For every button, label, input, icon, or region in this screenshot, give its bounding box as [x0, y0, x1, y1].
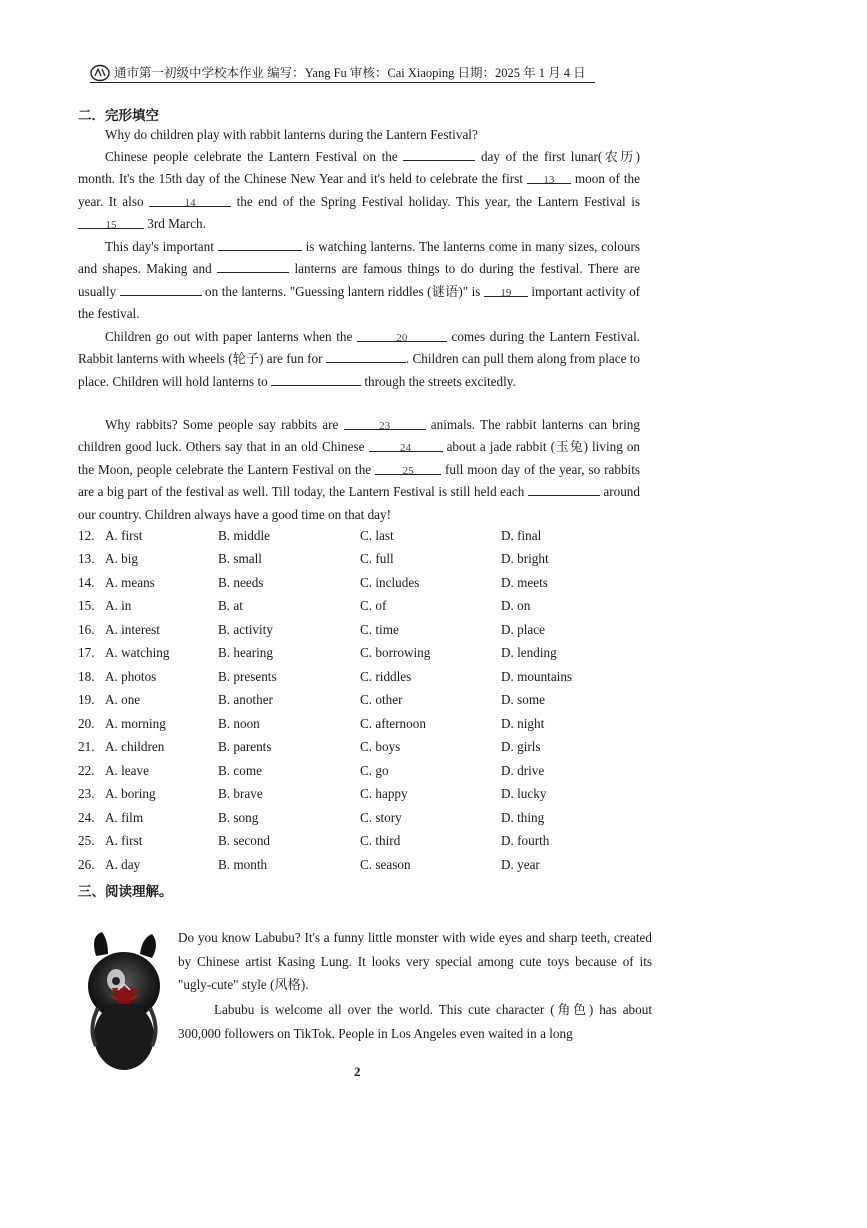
p4-text-1: Why rabbits? Some people say rabbits are — [105, 417, 339, 432]
reading-paragraph-2-text: Labubu is welcome all over the world. This cute character (角色) has about 300,000 followers on TikTok. People in Los Angeles even waited in a long — [178, 1002, 652, 1041]
labubu-image — [78, 928, 170, 1073]
passage-question — [78, 124, 640, 146]
section-title-reading: 三、阅读理解。 — [78, 884, 173, 900]
option-c[interactable]: C. story — [360, 810, 402, 825]
passage-paragraph-2 — [78, 236, 640, 326]
p3-text-3: . Children can pull them along from place to place. Children will hold lanterns to — [78, 351, 641, 389]
option-a[interactable]: A. watching — [105, 645, 170, 660]
blank-12 — [403, 146, 475, 161]
option-row — [78, 833, 638, 855]
p2-text-2: is watching lanterns. The lanterns come in many sizes, colours and shapes. Making and — [78, 239, 641, 277]
option-number: 17. — [78, 645, 95, 660]
option-d[interactable]: D. fourth — [501, 833, 550, 848]
option-a[interactable]: A. first — [105, 528, 143, 543]
option-number: 15. — [78, 598, 95, 613]
passage-paragraph-3 — [78, 326, 640, 393]
option-b[interactable]: B. at — [218, 598, 243, 613]
blank-26 — [528, 481, 600, 496]
p3-text-4: through the streets excitedly. — [364, 373, 516, 389]
p4-text-2: animals. The rabbit lanterns can bring children good luck. Others say that in an old Chinese — [78, 417, 640, 455]
option-b[interactable]: B. noon — [218, 716, 260, 731]
option-row — [78, 575, 638, 597]
option-number: 22. — [78, 763, 95, 778]
option-row — [78, 857, 638, 879]
blank-23: 23 — [344, 415, 426, 430]
option-b[interactable]: B. month — [218, 857, 268, 872]
option-a[interactable]: A. interest — [105, 622, 160, 637]
option-c[interactable]: C. riddles — [360, 669, 412, 684]
option-a[interactable]: A. in — [105, 598, 132, 613]
p1-text-5: 3rd March. — [147, 216, 206, 232]
p4-text-5: around our country. Children always have a good time on that day! — [78, 484, 640, 522]
option-c[interactable]: C. boys — [360, 739, 401, 754]
option-d[interactable]: D. thing — [501, 810, 545, 825]
option-a[interactable]: A. morning — [105, 716, 166, 731]
option-d[interactable]: D. night — [501, 716, 545, 731]
blank-24: 24 — [369, 437, 443, 452]
option-row — [78, 645, 638, 667]
option-d[interactable]: D. lending — [501, 645, 557, 660]
option-d[interactable]: D. girls — [501, 739, 541, 754]
option-number: 23. — [78, 786, 95, 801]
option-d[interactable]: D. place — [501, 622, 545, 637]
option-row — [78, 763, 638, 785]
p3-text-2: comes during the Lantern Festival. Rabbit lanterns with wheels (轮子) are fun for — [78, 329, 641, 367]
page-number: 2 — [354, 1064, 361, 1079]
reading-paragraph-1: Do you know Labubu? It's a funny little monster with wide eyes and sharp teeth, created by Chinese artist Kasing Lung. It looks very special among cute toys because of its "ugly-cute" style (风格). — [178, 930, 652, 992]
option-c[interactable]: C. includes — [360, 575, 420, 590]
option-a[interactable]: A. film — [105, 810, 144, 825]
option-b[interactable]: B. second — [218, 833, 271, 848]
option-row — [78, 786, 638, 808]
option-number: 21. — [78, 739, 95, 754]
option-row — [78, 810, 638, 832]
header-text: 通市第一初级中学校本作业 编写：Yang Fu 审核：Cai Xiaoping 日期：2025 年 1 月 4 日 — [114, 66, 586, 80]
blank-22 — [271, 371, 361, 386]
option-d[interactable]: D. lucky — [501, 786, 547, 801]
option-a[interactable]: A. means — [105, 575, 155, 590]
p2-text-4: on the lanterns. "Guessing lantern riddles (谜语)" is — [205, 283, 481, 299]
option-d[interactable]: D. meets — [501, 575, 548, 590]
blank-19: 19 — [484, 282, 528, 297]
option-c[interactable]: C. happy — [360, 786, 408, 801]
option-row — [78, 622, 638, 644]
option-b[interactable]: B. another — [218, 692, 273, 707]
option-row — [78, 692, 638, 714]
option-row — [78, 716, 638, 738]
option-c[interactable]: C. full — [360, 551, 394, 566]
option-c[interactable]: C. last — [360, 528, 394, 543]
option-d[interactable]: D. year — [501, 857, 540, 872]
option-b[interactable]: B. small — [218, 551, 262, 566]
p3-text-1: Children go out with paper lanterns when the — [105, 329, 353, 344]
school-logo-icon — [90, 64, 110, 82]
option-b[interactable]: B. needs — [218, 575, 264, 590]
option-a[interactable]: A. big — [105, 551, 138, 566]
option-c[interactable]: C. season — [360, 857, 411, 872]
option-d[interactable]: D. final — [501, 528, 542, 543]
option-number: 12. — [78, 528, 95, 543]
blank-20: 20 — [357, 327, 447, 342]
option-row — [78, 669, 638, 691]
option-b[interactable]: B. parents — [218, 739, 272, 754]
option-c[interactable]: C. third — [360, 833, 401, 848]
option-c[interactable]: C. of — [360, 598, 387, 613]
option-c[interactable]: C. go — [360, 763, 389, 778]
option-b[interactable]: B. brave — [218, 786, 263, 801]
blank-16 — [218, 236, 302, 251]
option-c[interactable]: C. other — [360, 692, 403, 707]
option-a[interactable]: A. leave — [105, 763, 149, 778]
option-number: 16. — [78, 622, 95, 637]
option-b[interactable]: B. hearing — [218, 645, 273, 660]
option-number: 14. — [78, 575, 95, 590]
question-text: Why do children play with rabbit lanterns during the Lantern Festival? — [105, 127, 478, 142]
p1-text-4: the end of the Spring Festival holiday. This year, the Lantern Festival is — [236, 193, 641, 209]
option-b[interactable]: B. song — [218, 810, 259, 825]
reading-paragraph-2 — [178, 998, 652, 1045]
blank-17 — [217, 258, 289, 273]
option-number: 19. — [78, 692, 95, 707]
p2-text-5: important activity of the festival. — [78, 283, 641, 322]
option-d[interactable]: D. some — [501, 692, 545, 707]
p4-text-4: full moon day of the year, so rabbits are a big part of the festival as well. Till today, the Lantern Festival is still held each — [78, 461, 641, 500]
option-c[interactable]: C. borrowing — [360, 645, 431, 660]
option-b[interactable]: B. come — [218, 763, 262, 778]
p1-text-1: Chinese people celebrate the Lantern Festival on the — [105, 149, 398, 164]
option-b[interactable]: B. presents — [218, 669, 277, 684]
option-d[interactable]: D. on — [501, 598, 531, 613]
option-b[interactable]: B. activity — [218, 622, 273, 637]
blank-15: 15 — [78, 214, 144, 229]
section-title-cloze: 二．完形填空 — [78, 108, 159, 124]
passage-paragraph-1 — [78, 146, 640, 236]
p1-text-3: moon of the year. It also — [78, 171, 641, 209]
option-number: 25. — [78, 833, 95, 848]
option-row — [78, 551, 638, 573]
option-b[interactable]: B. middle — [218, 528, 271, 543]
option-number: 13. — [78, 551, 95, 566]
page-header — [90, 60, 595, 83]
option-number: 18. — [78, 669, 95, 684]
option-a[interactable]: A. photos — [105, 669, 157, 684]
blank-25: 25 — [375, 460, 441, 475]
option-a[interactable]: A. boring — [105, 786, 156, 801]
blank-13: 13 — [527, 169, 571, 184]
passage-paragraph-4 — [78, 414, 640, 526]
option-a[interactable]: A. children — [105, 739, 165, 754]
blank-21 — [326, 348, 406, 363]
blank-14: 14 — [149, 192, 231, 207]
option-d[interactable]: D. bright — [501, 551, 549, 566]
p2-text-1: This day's important — [105, 239, 214, 254]
option-c[interactable]: C. afternoon — [360, 716, 426, 731]
option-c[interactable]: C. time — [360, 622, 399, 637]
option-row — [78, 598, 638, 620]
option-d[interactable]: D. mountains — [501, 669, 573, 684]
p4-text-3: about a jade rabbit (玉兔) living on the Moon, people celebrate the Lantern Festival on the — [78, 439, 641, 477]
option-number: 26. — [78, 857, 95, 872]
blank-18 — [120, 281, 202, 296]
option-number: 20. — [78, 716, 95, 731]
option-row — [78, 739, 638, 761]
p2-text-3: lanterns are famous things to do during the festival. There are usually — [78, 261, 641, 299]
option-a[interactable]: A. day — [105, 857, 141, 872]
option-row — [78, 528, 638, 550]
option-a[interactable]: A. first — [105, 833, 143, 848]
option-number: 24. — [78, 810, 95, 825]
p1-text-2: day of the first lunar(农历) month. It's the 15th day of the Chinese New Year and it's held to celebrate the first — [78, 149, 641, 187]
option-d[interactable]: D. drive — [501, 763, 545, 778]
option-a[interactable]: A. one — [105, 692, 141, 707]
